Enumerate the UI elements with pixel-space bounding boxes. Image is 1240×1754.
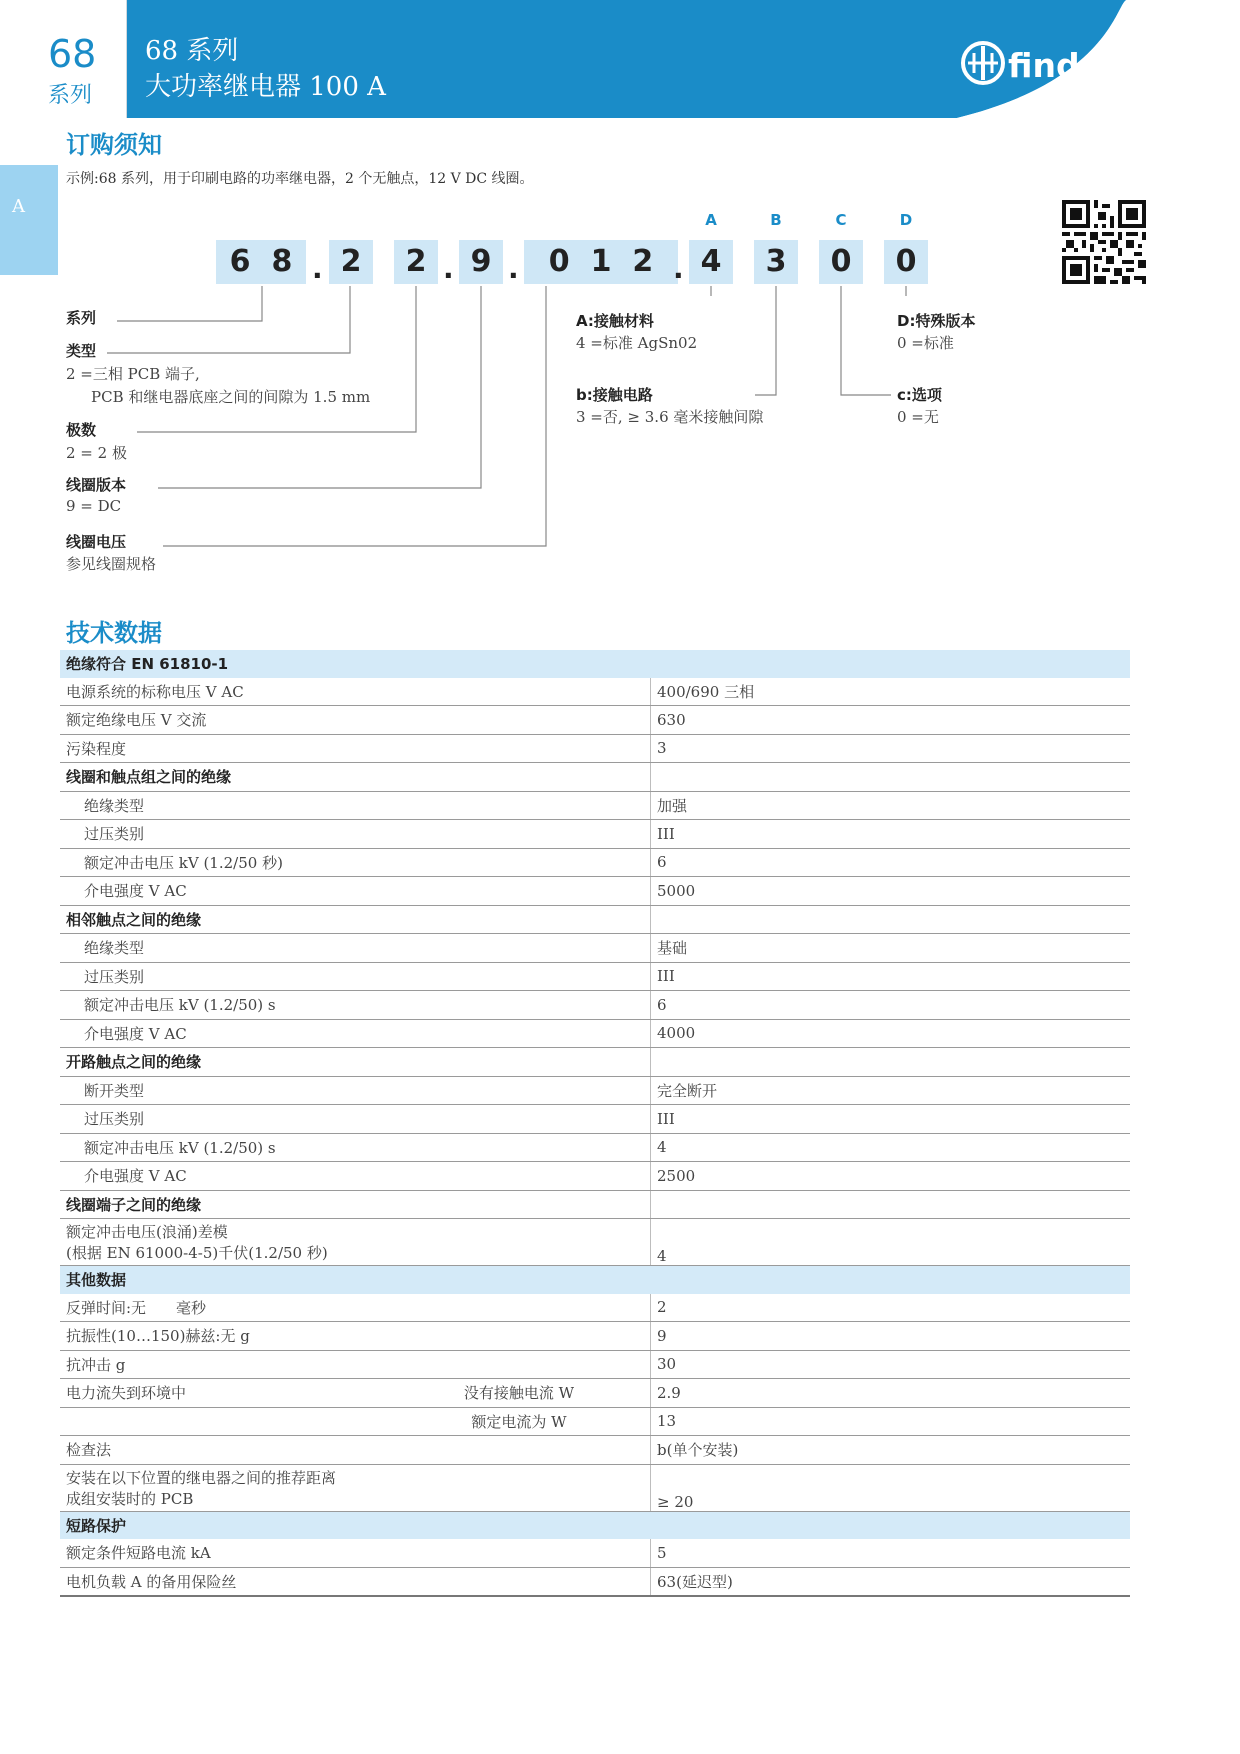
- row-label: [60, 1539, 651, 1567]
- row-label: [60, 763, 651, 792]
- field-label-series: 系列: [66, 309, 97, 327]
- code-dot: .: [312, 252, 323, 285]
- code-dot: .: [508, 252, 519, 285]
- row-label: [60, 791, 651, 820]
- row-label: [60, 1294, 651, 1322]
- row-label: [60, 1350, 651, 1379]
- row-label-text: 开路触点之间的绝缘: [66, 1053, 202, 1072]
- row-label: [60, 934, 651, 963]
- table-row: [60, 848, 1130, 877]
- code-letter-a: A: [705, 211, 717, 229]
- code-digit: 6: [229, 244, 251, 279]
- row-label: [60, 1190, 651, 1219]
- field-value-coil-voltage: 参见线圈规格: [66, 555, 157, 573]
- series-word: 系列: [48, 83, 93, 108]
- header-title-line1: 68 系列: [145, 36, 239, 66]
- row-label-text: 额定冲击电压(浪涌)差模: [66, 1223, 228, 1241]
- row-label-text: 污染程度: [66, 739, 127, 758]
- row-label-text: 抗冲击 g: [66, 1355, 126, 1374]
- table-row: [60, 905, 1130, 934]
- table-row: [60, 1350, 1130, 1379]
- code-digit: 2: [632, 244, 654, 279]
- row-label-text: 额定冲击电压 kV (1.2/50 秒): [84, 853, 283, 872]
- row-label-text: 介电强度 V AC: [84, 1024, 187, 1043]
- row-value: ≥ 20: [651, 1464, 1131, 1511]
- table-row: [60, 1105, 1130, 1134]
- row-label: [60, 678, 651, 706]
- code-box-type: 2: [329, 240, 373, 284]
- row-label-text: 额定冲击电压 kV (1.2/50) s: [84, 996, 276, 1015]
- row-value: 4: [651, 1133, 1131, 1162]
- field-value-a: 4 =标准 AgSn02: [576, 334, 698, 352]
- row-label: [60, 1436, 651, 1465]
- row-label-text: 断开类型: [84, 1081, 145, 1100]
- table-row: [60, 1133, 1130, 1162]
- table-row: [60, 734, 1130, 763]
- row-label-text: 绝缘类型: [84, 939, 145, 958]
- row-label-text: 电力流失到环境中: [66, 1384, 187, 1403]
- table-row: [60, 962, 1130, 991]
- table-row: [60, 1464, 1130, 1511]
- table-section-row: [60, 650, 1130, 678]
- callout-lines: [0, 0, 1240, 560]
- row-label-text-2: (根据 EN 61000-4-5)千伏(1.2/50 秒): [66, 1244, 328, 1262]
- field-label-poles: 极数: [66, 421, 97, 439]
- row-label: [60, 1567, 651, 1596]
- row-label-text: 检查法: [66, 1441, 112, 1460]
- row-label-text: 线圈和触点组之间的绝缘: [66, 768, 232, 787]
- section-label: 短路保护: [60, 1511, 1130, 1539]
- row-value: 2500: [651, 1162, 1131, 1191]
- table-row: [60, 1190, 1130, 1219]
- row-value: 3: [651, 734, 1131, 763]
- row-label: [60, 848, 651, 877]
- row-label: [60, 991, 651, 1020]
- series-number: 68: [48, 32, 97, 76]
- code-box-b: 3: [754, 240, 798, 284]
- table-row: [60, 763, 1130, 792]
- row-value: 9: [651, 1322, 1131, 1351]
- field-value-b: 3 =否, ≥ 3.6 毫米接触间隙: [576, 408, 764, 426]
- row-label-text: 安装在以下位置的继电器之间的推荐距离: [66, 1468, 337, 1487]
- row-value: 完全断开: [651, 1076, 1131, 1105]
- row-label-text: 线圈端子之间的绝缘: [66, 1195, 202, 1214]
- row-label: [60, 706, 651, 735]
- row-value: [651, 1048, 1131, 1077]
- table-row: [60, 1407, 1130, 1436]
- code-digit: 0: [548, 244, 570, 279]
- row-label-text: 额定条件短路电流 kA: [66, 1544, 211, 1563]
- table-row: [60, 1294, 1130, 1322]
- field-label-type: 类型: [66, 342, 97, 360]
- table-row: [60, 1379, 1130, 1408]
- row-value: 13: [651, 1407, 1131, 1436]
- row-label: [60, 1379, 651, 1408]
- row-sublabel: 额定电流为 W: [471, 1412, 567, 1431]
- field-label-a: A:接触材料: [576, 312, 654, 330]
- ordering-heading: 订购须知: [66, 131, 162, 159]
- field-label-c: c:选项: [897, 386, 942, 404]
- row-label: [60, 734, 651, 763]
- row-value: 2.9: [651, 1379, 1131, 1408]
- row-value: 6: [651, 848, 1131, 877]
- row-value: 基础: [651, 934, 1131, 963]
- table-row: [60, 1219, 1130, 1266]
- field-label-coil-voltage: 线圈电压: [66, 533, 127, 551]
- table-row: [60, 1539, 1130, 1567]
- row-label: [60, 1322, 651, 1351]
- row-label: [60, 962, 651, 991]
- row-value: 400/690 三相: [651, 678, 1131, 706]
- code-dot: .: [443, 252, 454, 285]
- row-value: 5: [651, 1539, 1131, 1567]
- row-label-text: 绝缘类型: [84, 796, 145, 815]
- code-letter-b: B: [770, 211, 782, 229]
- table-row: [60, 1162, 1130, 1191]
- tech-heading: 技术数据: [66, 619, 162, 647]
- row-value: 30: [651, 1350, 1131, 1379]
- row-label-text: 介电强度 V AC: [84, 1167, 187, 1186]
- table-row: [60, 991, 1130, 1020]
- code-box-a: 4: [689, 240, 733, 284]
- row-label: [60, 905, 651, 934]
- tech-data-table: [60, 650, 1130, 1597]
- field-value-coil-version: 9 = DC: [66, 497, 122, 515]
- row-sublabel: 没有接触电流 W: [463, 1384, 575, 1403]
- row-label-text: 介电强度 V AC: [84, 882, 187, 901]
- field-value-type-2: PCB 和继电器底座之间的间隙为 1.5 mm: [91, 388, 371, 406]
- field-label-coil-version: 线圈版本: [66, 476, 127, 494]
- code-letter-c: C: [835, 211, 847, 229]
- code-dot: .: [673, 252, 684, 285]
- row-value: [651, 763, 1131, 792]
- table-row: [60, 820, 1130, 849]
- row-label-text: 抗振性(10…150)赫兹:无 g: [66, 1327, 250, 1346]
- row-label: [60, 877, 651, 906]
- row-value: 5000: [651, 877, 1131, 906]
- row-label: [60, 1105, 651, 1134]
- row-value: 4: [651, 1219, 1131, 1266]
- row-label: [60, 1019, 651, 1048]
- table-section-row: [60, 1266, 1130, 1294]
- field-label-d: D:特殊版本: [897, 312, 976, 330]
- table-row: [60, 1048, 1130, 1077]
- row-value: 2: [651, 1294, 1131, 1322]
- code-box-d: 0: [884, 240, 928, 284]
- field-value-d: 0 =标准: [897, 334, 954, 352]
- brand-name: finder: [1008, 46, 1119, 85]
- row-label-text: 过压类别: [84, 825, 145, 844]
- row-label: [60, 1219, 651, 1266]
- table-row: [60, 877, 1130, 906]
- field-value-poles: 2 = 2 极: [66, 444, 127, 462]
- table-row: [60, 1322, 1130, 1351]
- code-box-poles: 2: [394, 240, 438, 284]
- row-value: [651, 1190, 1131, 1219]
- table-section-row: [60, 1511, 1130, 1539]
- row-label: [60, 1076, 651, 1105]
- code-box-coil-version: 9: [459, 240, 503, 284]
- table-row: [60, 706, 1130, 735]
- row-label-text: 电源系统的标称电压 V AC: [66, 682, 244, 701]
- row-label: [60, 820, 651, 849]
- row-label-text: 反弹时间:无 毫秒: [66, 1298, 207, 1317]
- row-value: III: [651, 962, 1131, 991]
- code-digit: 1: [590, 244, 612, 279]
- row-label-text: 电机负载 A 的备用保险丝: [66, 1572, 237, 1591]
- row-value: [651, 905, 1131, 934]
- table-row: [60, 1567, 1130, 1596]
- table-row: [60, 678, 1130, 706]
- row-value: 4000: [651, 1019, 1131, 1048]
- row-label-text-2: 成组安装时的 PCB: [66, 1489, 194, 1508]
- row-label-text: 额定绝缘电压 V 交流: [66, 711, 207, 730]
- table-row: [60, 1436, 1130, 1465]
- header-title-line2: 大功率继电器 100 A: [145, 72, 386, 102]
- row-label-text: 过压类别: [84, 1110, 145, 1129]
- code-digit: 8: [271, 244, 293, 279]
- row-value: b(单个安装): [651, 1436, 1131, 1465]
- row-value: 630: [651, 706, 1131, 735]
- row-value: 加强: [651, 791, 1131, 820]
- section-label: 其他数据: [60, 1266, 1130, 1294]
- row-label: [60, 1133, 651, 1162]
- side-tab-label: A: [12, 196, 25, 217]
- section-label: 绝缘符合 EN 61810-1: [60, 650, 1130, 678]
- row-label: [60, 1162, 651, 1191]
- row-value: 63(延迟型): [651, 1567, 1131, 1596]
- row-label: [60, 1048, 651, 1077]
- table-row: [60, 1076, 1130, 1105]
- field-label-b: b:接触电路: [576, 386, 653, 404]
- row-label: [60, 1464, 651, 1511]
- row-value: 6: [651, 991, 1131, 1020]
- table-row: [60, 1019, 1130, 1048]
- ordering-example: 示例:68 系列，用于印刷电路的功率继电器，2 个无触点，12 V DC 线圈。: [66, 171, 534, 187]
- table-row: [60, 934, 1130, 963]
- row-value: III: [651, 1105, 1131, 1134]
- table-row: [60, 791, 1130, 820]
- row-label: [60, 1407, 651, 1436]
- field-value-type-1: 2 =三相 PCB 端子,: [66, 365, 200, 383]
- row-label-text: 过压类别: [84, 967, 145, 986]
- field-value-c: 0 =无: [897, 408, 939, 426]
- row-value: III: [651, 820, 1131, 849]
- code-letter-d: D: [899, 211, 913, 229]
- row-label-text: 额定冲击电压 kV (1.2/50) s: [84, 1138, 276, 1157]
- code-box-c: 0: [819, 240, 863, 284]
- row-label-text: 相邻触点之间的绝缘: [66, 910, 202, 929]
